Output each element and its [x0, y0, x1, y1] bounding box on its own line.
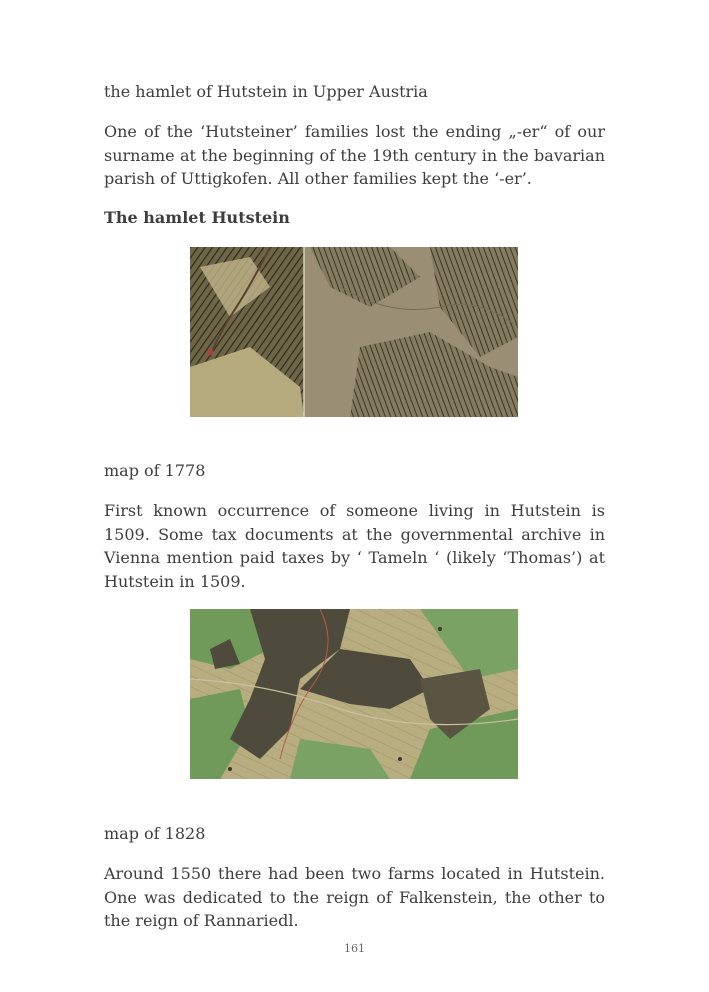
text-line-hamlet: the hamlet of Hutstein in Upper Austria: [104, 82, 428, 101]
paragraph-surname: One of the ‘Hutsteiner’ families lost the ending „-er“ of our surname at the beginning of the 19th century in the bavarian parish of Uttigkofen. All other families kept the ‘-er’.: [104, 122, 605, 188]
caption-map-1778: map of 1778: [104, 461, 206, 480]
map-1828-image: [190, 609, 518, 779]
page-number: 161: [344, 942, 365, 955]
section-heading: The hamlet Hutstein: [104, 208, 290, 227]
paragraph-first-occurrence: First known occurrence of someone living in Hutstein is 1509. Some tax documents at the governmental archive in Vienna mention paid taxes by ‘ Tameln ‘ (likely ‘Thomas’) at Hutstein in 1509.: [104, 501, 605, 591]
caption-map-1828: map of 1828: [104, 824, 206, 843]
paragraph-two-farms: Around 1550 there had been two farms located in Hutstein. One was dedicated to the reign of Falkenstein, the other to the reign of Rannariedl.: [104, 864, 605, 930]
map-1778-image: [190, 247, 518, 417]
